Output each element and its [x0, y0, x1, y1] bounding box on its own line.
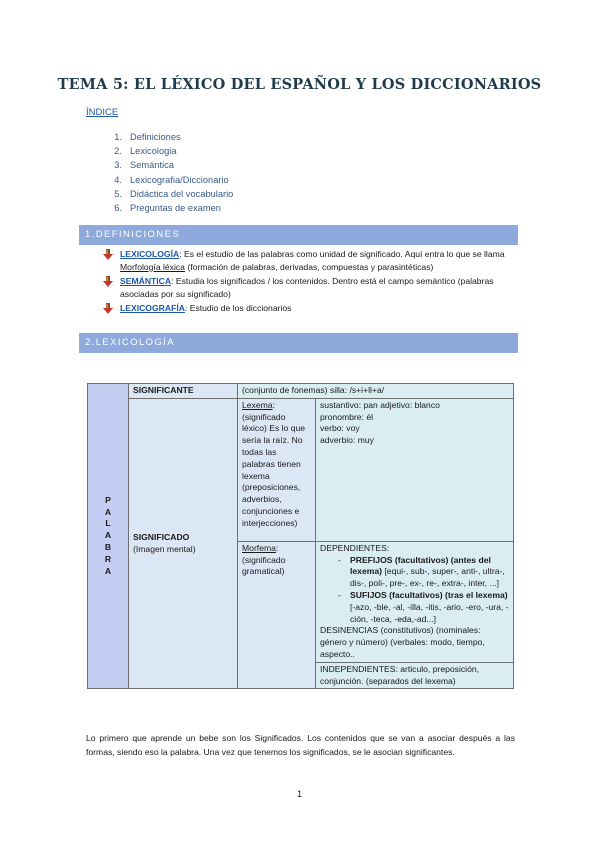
dependientes-cell: DEPENDIENTES: - PREFIJOS (facultativos) (antes del lexema) [equi-, sub-, super-, anti-, ultra-, dis-, poli-, pre-, ex-, re-, extra-, inter, ...] - SUFIJOS (facultativos) (tras el lexema) [-azo, -ble, -al, -illa, -itis, -ario, -ero, -ura, -ción, -teca, -eda,-ad...] DESINENCIAS (constitutivos) (nominales: género y número) (verbales: modo, tiempo, aspecto.. — [316, 541, 514, 662]
down-arrow-icon — [103, 249, 113, 260]
significado-label: SIGNIFICADO — [133, 531, 190, 542]
index-item: 3. Semántica — [114, 160, 174, 171]
lexema-cell: Lexema: (significado léxico) Es lo que sería la raíz. No todas las palabras tienen lexema (preposiciones, adverbios, conjunciones e interjecciones) — [238, 398, 316, 541]
definition-lexicologia: LEXICOLOGÍA: Es el estudio de las palabras como unidad de significado. Aquí entra lo que se llama Morfología léxica (formación de palabras, derivadas, compuestas y parasintéticas) — [103, 248, 519, 273]
index-list — [86, 130, 233, 215]
lexema-examples: sustantivo: pan adjetivo: blanco pronombre: él verbo: voy adverbio: muy — [316, 398, 514, 541]
morfema-cell: Morfema: (significado gramatical) — [238, 541, 316, 689]
definition-semantica: SEMÁNTICA: Estudia los significados / los contenidos. Dentro está el campo semántico (palabras asociadas por su significado) — [103, 275, 519, 300]
index-item: 6. Preguntas de examen — [114, 202, 221, 213]
significante-label: SIGNIFICANTE — [129, 384, 238, 399]
index-item: 5. Didáctica del vocabulario — [114, 188, 234, 199]
palabra-cell: P A L A B R A — [88, 384, 129, 689]
significado-cell — [129, 398, 238, 689]
down-arrow-icon — [103, 303, 113, 314]
table-row — [88, 398, 514, 541]
page-number: 1 — [296, 789, 302, 799]
indice-heading: ÍNDICE — [86, 107, 119, 118]
index-item: 1. Definiciones — [114, 132, 181, 142]
significado-sub: (Imagen mental) — [133, 543, 196, 554]
definitions-list — [103, 248, 519, 317]
body-paragraph: Lo primero que aprende un bebe son los Significados. Los contenidos que se van a asociar después a las formas, siendo eso la palabra. Una vez que tenemos los significados, se le asocian significantes. — [86, 733, 515, 758]
palabra-table — [87, 383, 514, 689]
document-title: TEMA 5: EL LÉXICO DEL ESPAÑOL Y LOS DICCIONARIOS — [57, 76, 542, 93]
list-item: - PREFIJOS (facultativos) (antes del lexema) [equi-, sub-, super-, anti-, ultra-, dis-, poli-, pre-, ex-, re-, extra-, inter, ...] — [338, 554, 505, 589]
section-heading-lexicologia: 2.LEXICOLOGÍA — [79, 333, 518, 353]
index-item: 2. Lexicologia — [114, 146, 177, 157]
section-heading-definiciones: 1.DEFINICIONES — [79, 225, 518, 245]
down-arrow-icon — [103, 276, 113, 287]
independientes-cell: INDEPENDIENTES: articulo, preposición, conjunción. (separados del lexema) — [316, 662, 514, 689]
significante-value: (conjunto de fonemas) silla: /s+i+ll+a/ — [238, 384, 514, 399]
table-row — [88, 384, 514, 399]
desinencias-text: DESINENCIAS (constitutivos) (nominales: género y número) (verbales: modo, tiempo, aspecto.. — [320, 625, 485, 659]
index-item: 4. Lexicografia/Diccionario — [114, 174, 229, 185]
list-item: - SUFIJOS (facultativos) (tras el lexema) [-azo, -ble, -al, -illa, -itis, -ario, -ero, -ura, -ción, -teca, -eda,-ad...] — [338, 589, 509, 624]
affix-list — [320, 555, 509, 626]
definition-lexicografia: LEXICOGRAFÍA: Estudio de los diccionarios — [103, 302, 519, 315]
